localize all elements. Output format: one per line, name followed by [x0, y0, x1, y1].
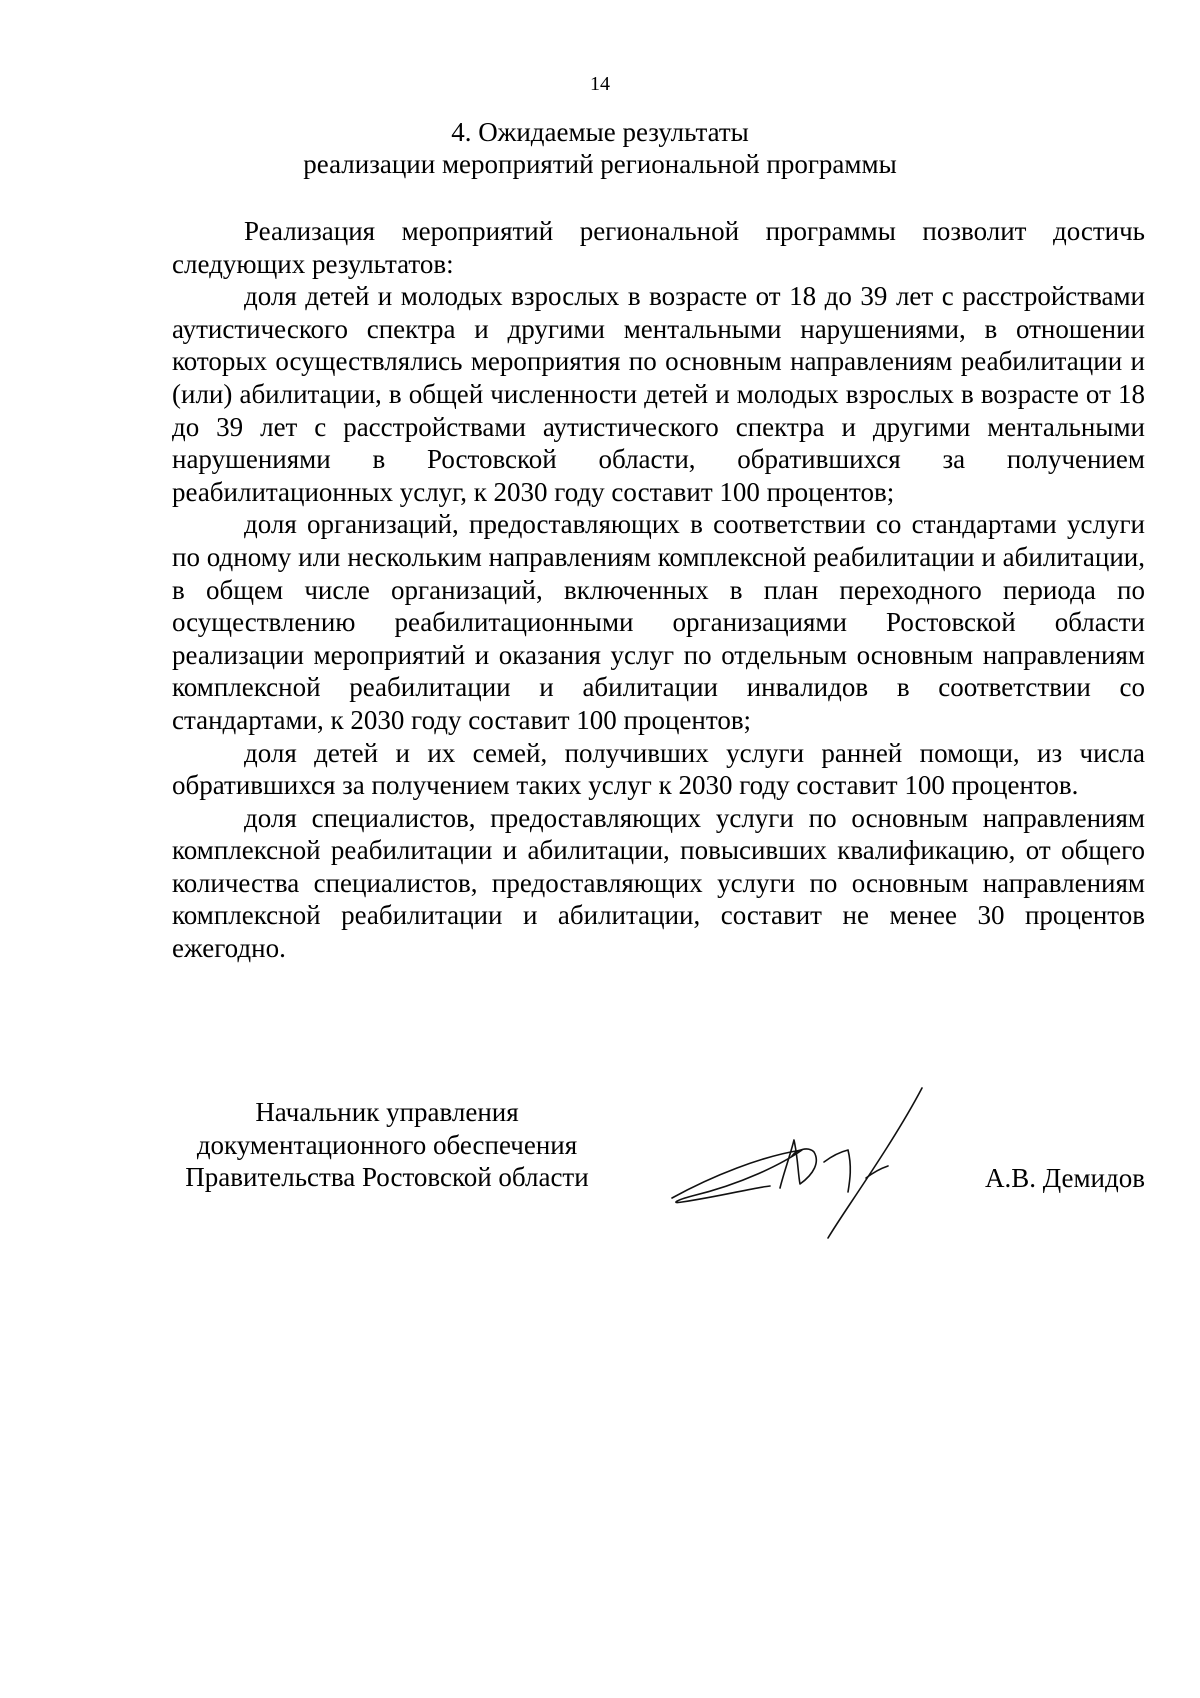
result-paragraph-early-help: доля детей и их семей, получивших услуги ранней помощи, из числа обратившихся за получением таких услуг к 2030 году составит 100 процентов.: [172, 737, 1145, 801]
result-paragraph-specialists: доля специалистов, предоставляющих услуги по основным направлениям комплексной реабилитации и абилитации, повысивших квалификацию, от общего количества специалистов, предоставляющих услуги по основным направлениям комплексной реабилитации и абилитации, составит не менее 30 процентов ежегодно.: [172, 802, 1145, 964]
page-number: 14: [590, 73, 610, 95]
result-paragraph-autism: доля детей и молодых взрослых в возрасте от 18 до 39 лет с расстройствами аутистического спектра и другими ментальными нарушениями, в отношении которых осуществлялись мероприятия по основным направлениям реабилитации и (или) абилитации, в общей численности детей и молодых взрослых в возрасте от 18 до 39 лет с расстройствами аутистического спектра и другими ментальными нарушениями в Ростовской области, обратившихся за получением реабилитационных услуг, к 2030 году составит 100 процентов;: [172, 281, 1145, 507]
signer-position: [172, 1096, 602, 1194]
signature-stroke-3: [824, 1150, 850, 1192]
section-title: [0, 116, 1200, 180]
signer-name: А.В. Демидов: [984, 1163, 1145, 1193]
signer-position-line-1: Начальник управления: [255, 1097, 519, 1127]
handwritten-signature: [652, 1076, 942, 1246]
body-text: [172, 215, 1145, 965]
signature-stroke-5: [866, 1166, 888, 1178]
signer-position-line-2: документационного обеспечения: [196, 1129, 578, 1160]
signer-position-line-3: Правительства Ростовской области: [185, 1162, 589, 1193]
signature-stroke-4: [828, 1088, 922, 1238]
intro-paragraph: Реализация мероприятий региональной программы позволит достичь следующих результатов:: [172, 216, 1145, 279]
signature-block: [172, 1096, 1145, 1256]
section-title-line-1: 4. Ожидаемые результаты: [451, 117, 749, 147]
signature-stroke-2: [780, 1140, 816, 1188]
result-paragraph-organizations: доля организаций, предоставляющих в соответствии со стандартами услуги по одному или нескольким направлениям комплексной реабилитации и абилитации, в общем числе организаций, включенных в план переходного периода по осуществлению реабилитационными организациями Ростовской области реализации мероприятий и оказания услуг по отдельным основным направлениям комплексной реабилитации и абилитации инвалидов в соответствии со стандартами, к 2030 году составит 100 процентов;: [172, 509, 1145, 735]
section-title-line-2: реализации мероприятий региональной программы: [303, 149, 897, 179]
